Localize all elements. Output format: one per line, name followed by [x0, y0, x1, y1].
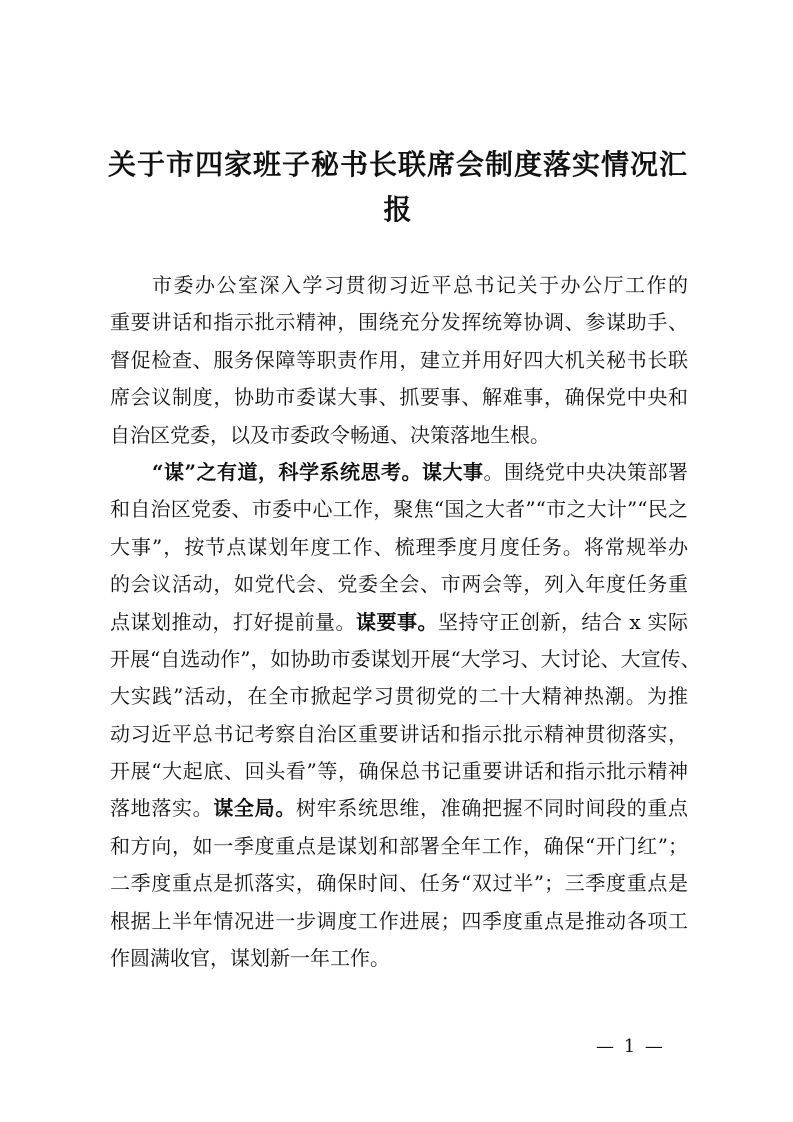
text-line [110, 604, 688, 641]
text-line [110, 454, 688, 491]
body-text: 开展“自选动作”，如协助市委谋划开展“大学习、大讨论、大宣传、 [110, 646, 701, 671]
text-line [110, 566, 688, 603]
text-line [110, 828, 688, 865]
text-line [110, 940, 688, 977]
body-text: 席会议制度，协助市委谋大事、抓要事、解难事，确保党中央和 [110, 385, 688, 410]
text-line [110, 304, 688, 341]
text-line [110, 267, 688, 304]
document-title-line-1: 关于市四家班子秘书长联席会制度落实情况汇 [107, 148, 688, 181]
body-text: 二季度重点是抓落实，确保时间、任务“双过半”；三季度重点是 [110, 871, 688, 896]
bold-heading-text: “谋”之有道，科学系统思考。谋大事 [152, 459, 484, 484]
text-line [110, 417, 688, 454]
text-line [110, 678, 688, 715]
text-line [110, 865, 688, 902]
text-line [110, 491, 688, 528]
text-line [110, 790, 688, 827]
body-text: 和方向，如一季度重点是谋划和部署全年工作，确保“开门红”； [110, 833, 688, 858]
body-text: 的会议活动，如党代会、党委全会、市两会等，列入年度任务重 [110, 572, 688, 597]
body-text: 开展“大起底、回头看”等，确保总书记重要讲话和指示批示精神 [110, 759, 688, 784]
paragraph [110, 454, 701, 977]
text-line [110, 641, 701, 678]
body-text: 。围绕党中央决策部署 [483, 459, 688, 484]
text-line [110, 753, 688, 790]
text-line [110, 716, 688, 753]
body-text: 市委办公室深入学习贯彻习近平总书记关于办公厅工作的 [152, 273, 688, 297]
body-text: 坚持守正创新，结合 x 实际 [438, 609, 688, 634]
body-text: 作圆满收官，谋划新一年工作。 [110, 946, 390, 971]
body-text: 动习近平总书记考察自治区重要讲话和指示批示精神贯彻落实， [110, 721, 688, 746]
body-text: 树牢系统思维，准确把握不同时间段的重点 [296, 796, 689, 821]
body-text: 点谋划推动，打好提前量。 [110, 609, 356, 634]
text-line [110, 903, 688, 940]
text-line [110, 379, 688, 416]
body-text: 和自治区党委、市委中心工作，聚焦“国之大者”“市之大计”“民之 [110, 497, 688, 522]
document-body [110, 267, 701, 977]
body-text: 重要讲话和指示批示精神，围绕充分发挥统筹协调、参谋助手、 [110, 310, 688, 335]
text-line [110, 342, 688, 379]
body-text: 落地落实。 [110, 796, 214, 821]
bold-heading-text: 谋全局。 [213, 796, 297, 821]
page-number: — 1 — [596, 1036, 665, 1057]
bold-heading-text: 谋要事。 [356, 609, 438, 634]
body-text: 大实践”活动，在全市掀起学习贯彻党的二十大精神热潮。为推 [110, 684, 688, 709]
body-text: 大事”，按节点谋划年度工作、梳理季度月度任务。将常规举办 [110, 534, 688, 559]
text-line [110, 529, 688, 566]
document-title-line-2: 报 [383, 193, 413, 226]
paragraph [110, 267, 688, 454]
body-text: 督促检查、服务保障等职责作用，建立并用好四大机关秘书长联 [110, 347, 688, 372]
body-text: 根据上半年情况进一步调度工作进展；四季度重点是推动各项工 [110, 908, 688, 933]
body-text: 自治区党委，以及市委政令畅通、决策落地生根。 [110, 422, 550, 447]
